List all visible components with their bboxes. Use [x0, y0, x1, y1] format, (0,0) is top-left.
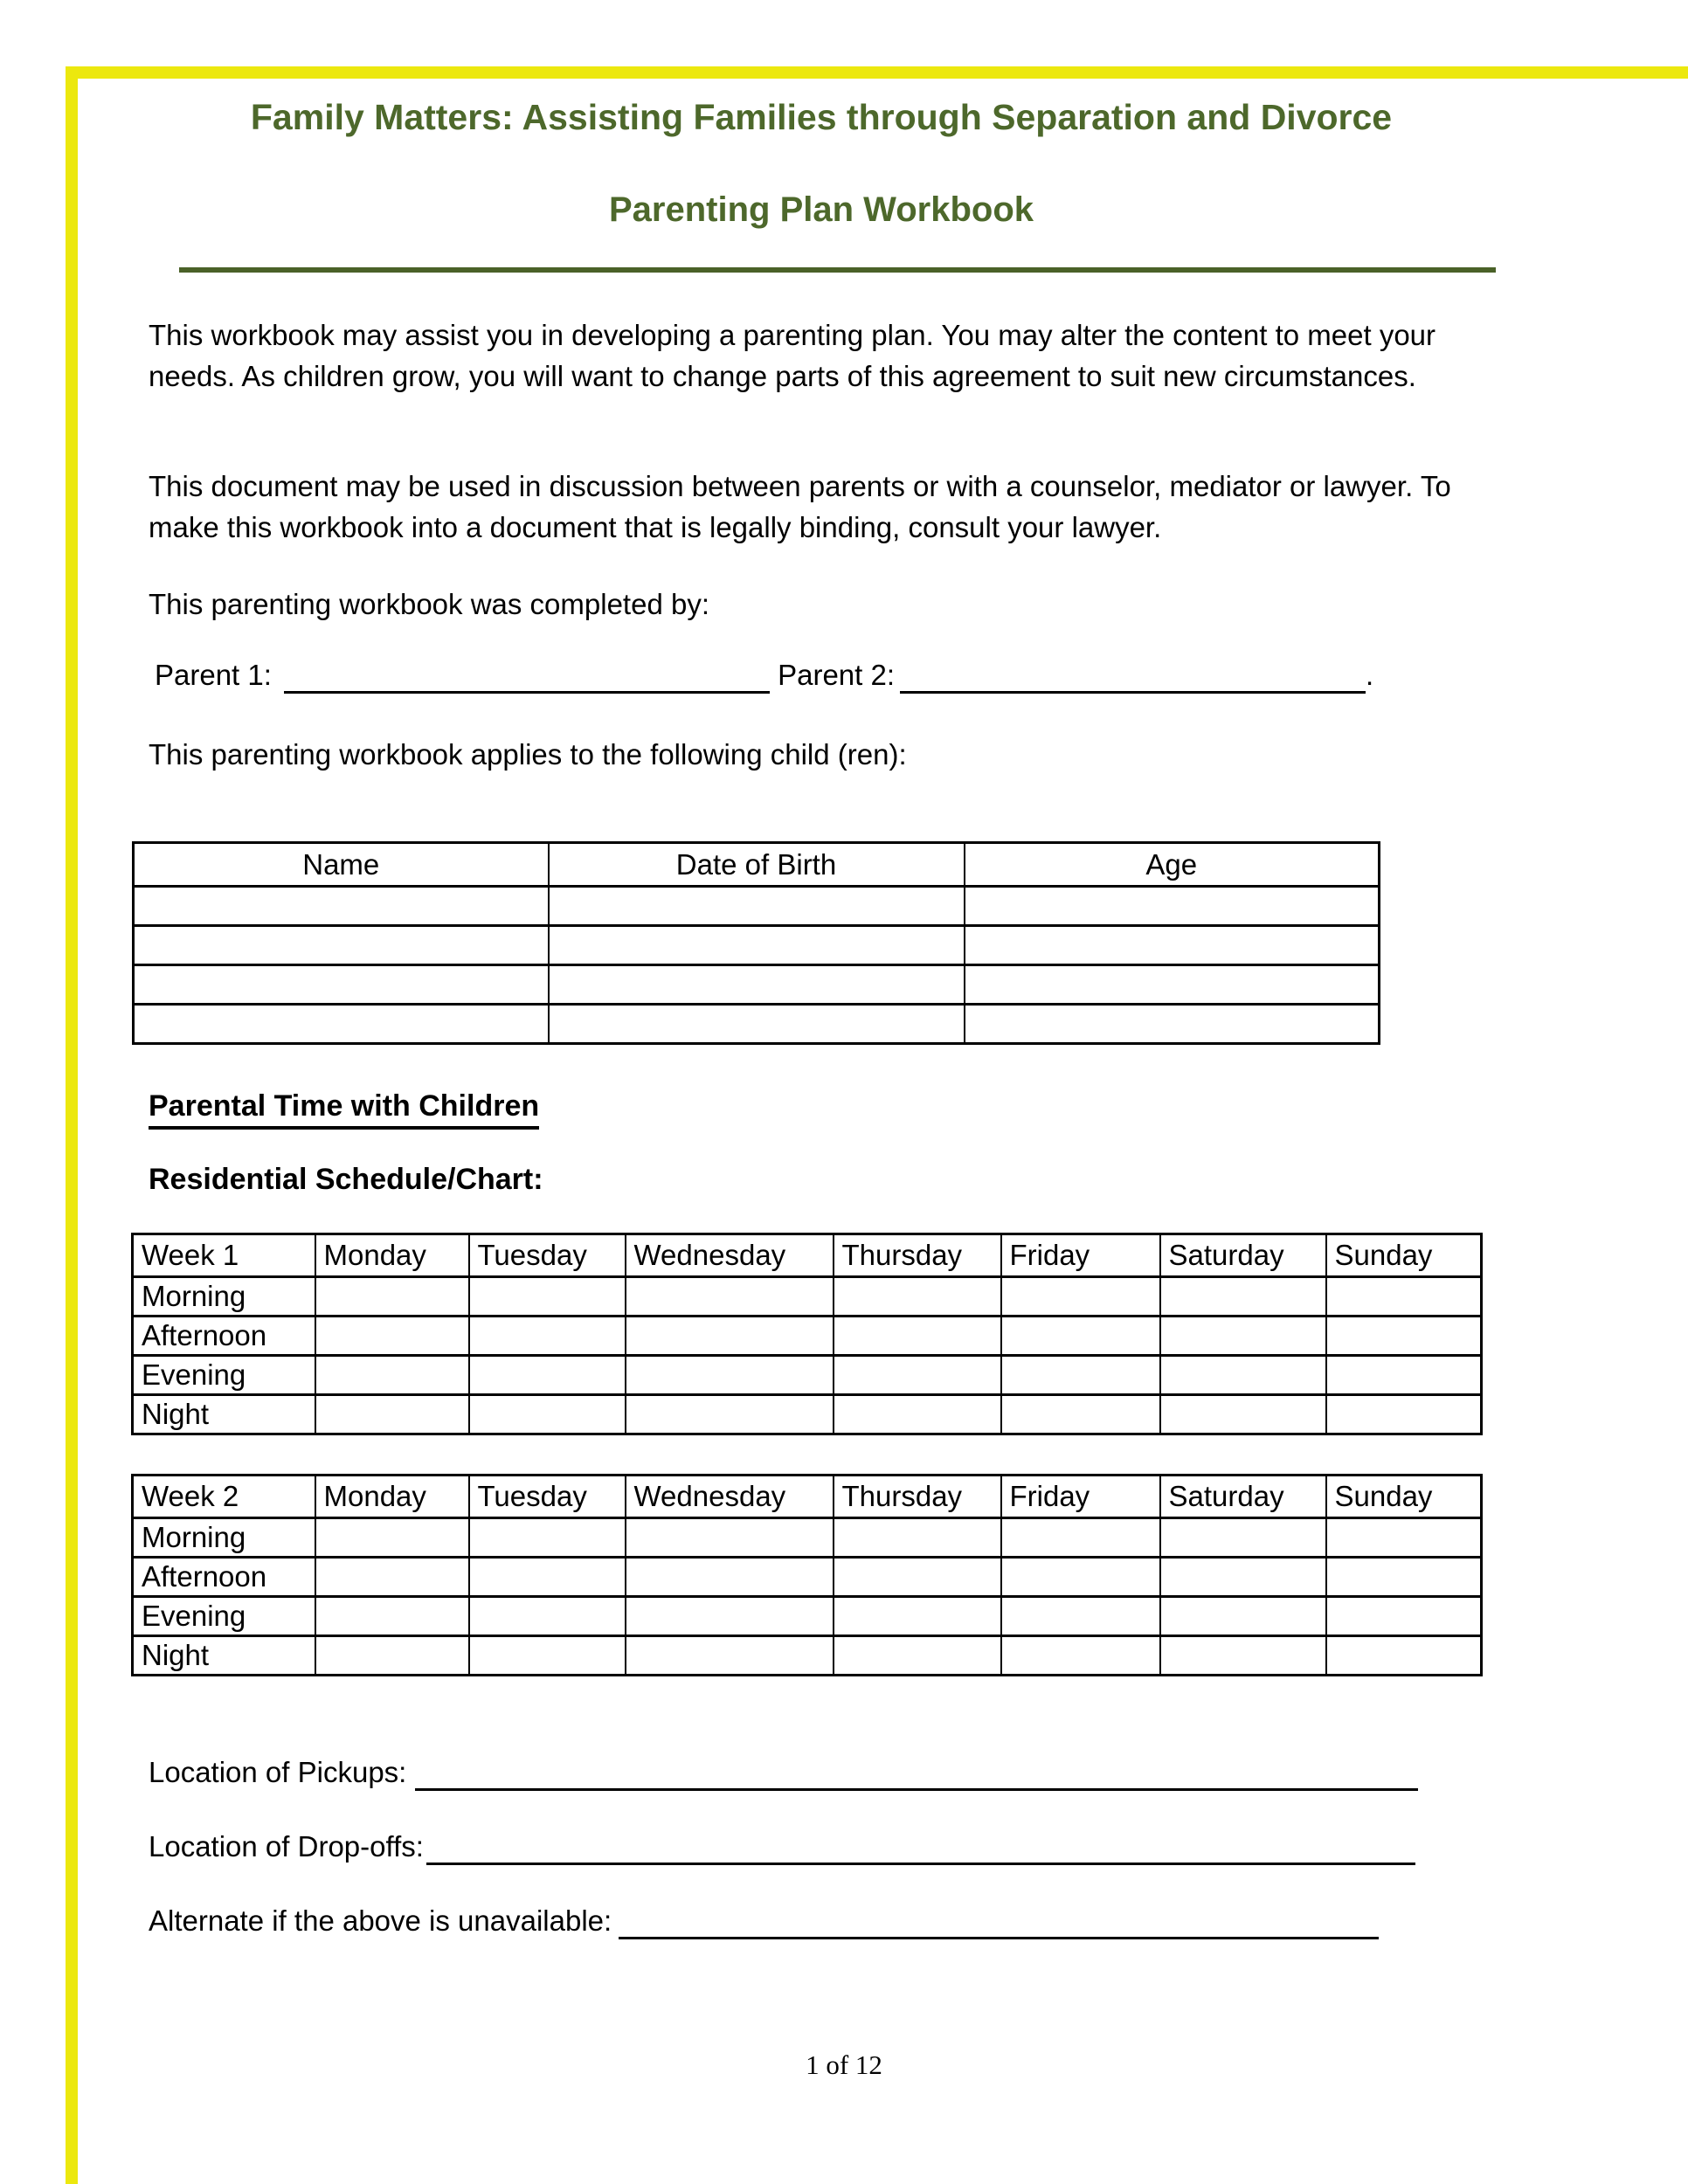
empty-cell [549, 926, 965, 965]
empty-cell [1326, 1356, 1482, 1395]
empty-cell [1001, 1356, 1160, 1395]
empty-cell [315, 1518, 469, 1558]
empty-cell [1001, 1558, 1160, 1597]
empty-cell [1160, 1518, 1326, 1558]
empty-cell [834, 1558, 1001, 1597]
parent2-blank-field [900, 659, 1366, 694]
empty-cell [965, 1005, 1380, 1044]
empty-cell [134, 965, 549, 1005]
empty-cell [626, 1636, 834, 1676]
children-table [132, 841, 1380, 1045]
empty-cell [315, 1558, 469, 1597]
empty-cell [626, 1518, 834, 1558]
page-number: 1 of 12 [806, 2049, 882, 2080]
week2-header-row [133, 1476, 1482, 1518]
empty-cell [469, 1636, 626, 1676]
week2-row-label-evening: Evening [133, 1597, 315, 1636]
page-title: Family Matters: Assisting Families through Separation and Divorce [250, 97, 1393, 137]
empty-cell [1160, 1356, 1326, 1395]
week2-row-label-morning: Morning [133, 1518, 315, 1558]
empty-cell [834, 1597, 1001, 1636]
week2-row-label-night: Night [133, 1636, 315, 1676]
dropoffs-label: Location of Drop-offs: [149, 1830, 424, 1863]
week2-header-sunday: Sunday [1326, 1476, 1482, 1518]
children-table-header-row [134, 843, 1380, 887]
horizontal-rule [179, 267, 1496, 273]
empty-cell [965, 887, 1380, 926]
page-subtitle: Parenting Plan Workbook [609, 190, 1034, 229]
empty-cell [1001, 1518, 1160, 1558]
empty-cell [1001, 1395, 1160, 1434]
pickups-blank-field [415, 1756, 1418, 1791]
week1-row-label-night: Night [133, 1395, 315, 1434]
children-table-row [134, 926, 1380, 965]
empty-cell [1001, 1597, 1160, 1636]
empty-cell [1326, 1558, 1482, 1597]
applies-to-text: This parenting workbook applies to the following child (ren): [149, 738, 907, 771]
week1-morning-row [133, 1277, 1482, 1317]
week2-evening-row [133, 1597, 1482, 1636]
empty-cell [469, 1395, 626, 1434]
empty-cell [315, 1277, 469, 1317]
week2-header-tuesday: Tuesday [469, 1476, 626, 1518]
week1-header-monday: Monday [315, 1234, 469, 1277]
children-table-header-name: Name [134, 843, 549, 887]
empty-cell [1326, 1317, 1482, 1356]
parent1-blank-field [284, 659, 770, 694]
empty-cell [549, 1005, 965, 1044]
empty-cell [1160, 1636, 1326, 1676]
empty-cell [834, 1356, 1001, 1395]
empty-cell [965, 965, 1380, 1005]
empty-cell [1001, 1277, 1160, 1317]
week2-header-wednesday: Wednesday [626, 1476, 834, 1518]
dropoffs-fill-line [149, 1828, 1634, 1865]
empty-cell [315, 1356, 469, 1395]
week2-header-saturday: Saturday [1160, 1476, 1326, 1518]
empty-cell [626, 1558, 834, 1597]
dropoffs-blank-field [426, 1830, 1415, 1865]
empty-cell [134, 1005, 549, 1044]
pickups-fill-line [149, 1754, 1634, 1791]
empty-cell [315, 1597, 469, 1636]
alternate-fill-line [149, 1903, 1634, 1939]
empty-cell [469, 1558, 626, 1597]
yellow-border-left [66, 66, 78, 2184]
empty-cell [626, 1597, 834, 1636]
empty-cell [469, 1597, 626, 1636]
trailing-period: . [1366, 659, 1374, 691]
parental-time-heading-text: Parental Time with Children [149, 1089, 539, 1130]
empty-cell [1160, 1395, 1326, 1434]
week1-row-label-afternoon: Afternoon [133, 1317, 315, 1356]
empty-cell [469, 1518, 626, 1558]
children-table-row [134, 965, 1380, 1005]
empty-cell [549, 887, 965, 926]
week2-header-monday: Monday [315, 1476, 469, 1518]
empty-cell [1326, 1277, 1482, 1317]
week1-header-tuesday: Tuesday [469, 1234, 626, 1277]
empty-cell [134, 926, 549, 965]
week1-row-label-morning: Morning [133, 1277, 315, 1317]
yellow-border-top [66, 66, 1688, 79]
week2-header-friday: Friday [1001, 1476, 1160, 1518]
intro-paragraph-1: This workbook may assist you in developing a parenting plan. You may alter the content to meet your needs. As children grow, you will want to change parts of this agreement to suit new circumstances. [149, 319, 1436, 392]
empty-cell [626, 1356, 834, 1395]
week2-row-label-afternoon: Afternoon [133, 1558, 315, 1597]
week1-afternoon-row [133, 1317, 1482, 1356]
children-table-header-dob: Date of Birth [549, 843, 965, 887]
week1-header-thursday: Thursday [834, 1234, 1001, 1277]
empty-cell [1160, 1277, 1326, 1317]
empty-cell [469, 1317, 626, 1356]
week2-schedule-table [131, 1474, 1483, 1676]
week1-schedule-table [131, 1233, 1483, 1435]
empty-cell [1001, 1317, 1160, 1356]
children-table-row [134, 887, 1380, 926]
week1-evening-row [133, 1356, 1482, 1395]
alternate-label: Alternate if the above is unavailable: [149, 1904, 612, 1937]
empty-cell [834, 1395, 1001, 1434]
completed-by-text: This parenting workbook was completed by: [149, 588, 709, 620]
week1-night-row [133, 1395, 1482, 1434]
empty-cell [1001, 1636, 1160, 1676]
week2-afternoon-row [133, 1558, 1482, 1597]
empty-cell [626, 1395, 834, 1434]
empty-cell [315, 1636, 469, 1676]
children-table-row [134, 1005, 1380, 1044]
empty-cell [626, 1277, 834, 1317]
empty-cell [1326, 1636, 1482, 1676]
empty-cell [549, 965, 965, 1005]
week1-header-wednesday: Wednesday [626, 1234, 834, 1277]
children-table-header-age: Age [965, 843, 1380, 887]
week2-header-thursday: Thursday [834, 1476, 1001, 1518]
empty-cell [1326, 1518, 1482, 1558]
week2-night-row [133, 1636, 1482, 1676]
empty-cell [315, 1317, 469, 1356]
parent1-label: Parent 1: [155, 659, 272, 691]
parent2-label: Parent 2: [778, 659, 896, 691]
empty-cell [1160, 1597, 1326, 1636]
week1-label: Week 1 [133, 1234, 315, 1277]
empty-cell [134, 887, 549, 926]
empty-cell [965, 926, 1380, 965]
parents-fill-line [155, 657, 1640, 694]
residential-schedule-heading: Residential Schedule/Chart: [149, 1163, 543, 1196]
week1-header-friday: Friday [1001, 1234, 1160, 1277]
empty-cell [626, 1317, 834, 1356]
empty-cell [1160, 1317, 1326, 1356]
week1-header-saturday: Saturday [1160, 1234, 1326, 1277]
week2-label: Week 2 [133, 1476, 315, 1518]
empty-cell [1160, 1558, 1326, 1597]
week2-morning-row [133, 1518, 1482, 1558]
alternate-blank-field [619, 1904, 1379, 1939]
pickups-label: Location of Pickups: [149, 1756, 407, 1788]
week1-header-sunday: Sunday [1326, 1234, 1482, 1277]
week1-row-label-evening: Evening [133, 1356, 315, 1395]
empty-cell [834, 1277, 1001, 1317]
empty-cell [469, 1277, 626, 1317]
intro-paragraph-2: This document may be used in discussion between parents or with a counselor, mediator or lawyer. To make this workbook into a document that is legally binding, consult your lawyer. [149, 470, 1451, 543]
empty-cell [1326, 1395, 1482, 1434]
parental-time-heading [149, 1089, 539, 1130]
empty-cell [315, 1395, 469, 1434]
empty-cell [1326, 1597, 1482, 1636]
empty-cell [834, 1317, 1001, 1356]
empty-cell [834, 1518, 1001, 1558]
empty-cell [834, 1636, 1001, 1676]
empty-cell [469, 1356, 626, 1395]
week1-header-row [133, 1234, 1482, 1277]
